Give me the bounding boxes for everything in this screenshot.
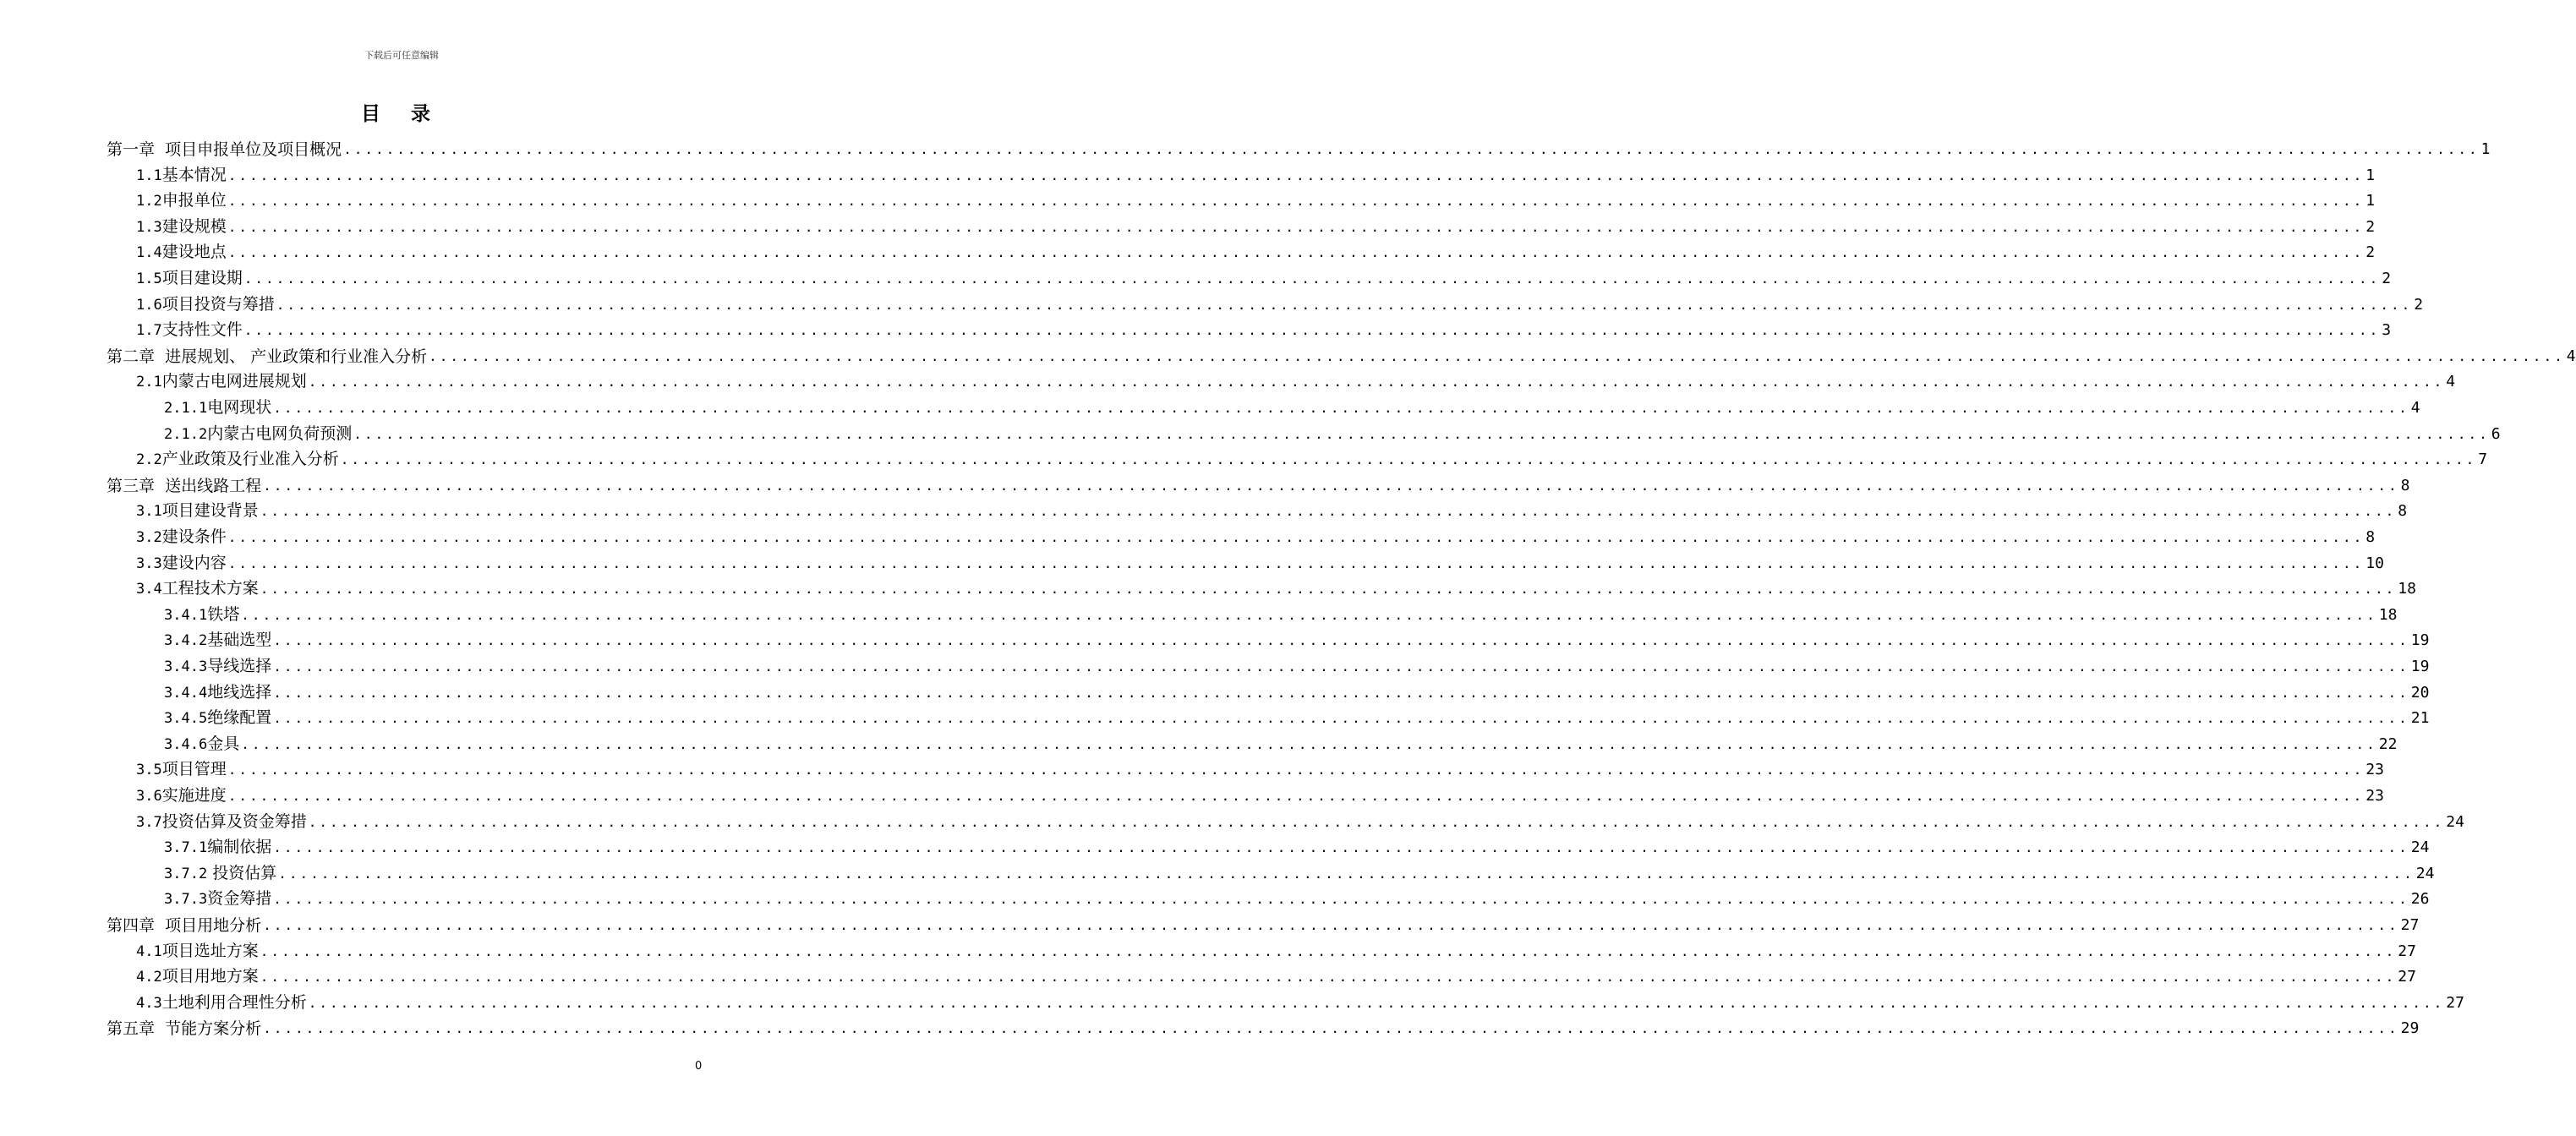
toc-dot-leader: ........................................................................................................................................................................................................ (353, 425, 2490, 442)
toc-entry-page: 20 (2410, 683, 2430, 702)
toc-dot-leader: ........................................................................................................................................................................................................ (260, 503, 2397, 520)
toc-entry-label (136, 554, 227, 573)
toc-entry[interactable] (136, 185, 2376, 210)
toc-entry-page: 2 (2414, 295, 2424, 314)
toc-entry[interactable] (136, 444, 2488, 469)
toc-entry-page: 6 (2491, 424, 2501, 443)
toc-entry-title: 建设规模 (161, 216, 227, 236)
toc-entry-number: 第三章 (107, 476, 156, 495)
toc-dot-leader: ........................................................................................................................................................................................................ (227, 762, 2365, 778)
toc-dot-leader: ........................................................................................................................................................................................................ (308, 994, 2445, 1011)
toc-entry-label (164, 683, 271, 702)
toc-entry-page: 27 (2400, 916, 2420, 934)
toc-entry-title: 项目用地分析 (155, 916, 262, 935)
toc-entry-page: 4 (2566, 347, 2576, 365)
toc-entry[interactable] (164, 625, 2430, 650)
toc-entry-page: 27 (2398, 968, 2416, 986)
toc-entry-title: 项目选址方案 (161, 941, 259, 960)
toc-entry-title: 项目管理 (161, 760, 227, 779)
toc-entry-page: 4 (2410, 399, 2420, 417)
toc-entry-page: 29 (2400, 1019, 2420, 1038)
toc-entry-label (136, 166, 227, 185)
toc-entry-title: 送出线路工程 (155, 476, 262, 495)
toc-dot-leader: ........................................................................................................................................................................................................ (227, 788, 2365, 804)
toc-entry-title: 绝缘配置 (207, 708, 272, 728)
toc-entry[interactable] (164, 599, 2398, 625)
toc-entry[interactable] (164, 729, 2398, 754)
toc-entry[interactable] (136, 495, 2408, 521)
toc-entry-page: 26 (2410, 890, 2430, 909)
toc-entry-title: 节能方案分析 (155, 1019, 262, 1039)
toc-entry-page: 24 (2415, 864, 2435, 882)
toc-dot-leader: ........................................................................................................................................................................................................ (273, 710, 2409, 727)
toc-entry-number: 3.1 (136, 503, 162, 521)
toc-entry-label (164, 657, 271, 676)
toc-entry-page: 24 (2446, 812, 2464, 831)
toc-entry-number: 2.1.1 (164, 400, 208, 417)
toc-entry-page: 10 (2365, 554, 2384, 572)
toc-entry[interactable] (136, 289, 2424, 314)
toc-dot-leader: ........................................................................................................................................................................................................ (273, 632, 2409, 649)
toc-entry-number: 2.2 (136, 451, 162, 469)
toc-entry-page: 4 (2446, 373, 2456, 391)
toc-entry-number: 3.4 (136, 581, 162, 598)
toc-entry-title: 实施进度 (161, 786, 227, 805)
toc-entry-label (107, 140, 342, 159)
toc-entry-label (164, 735, 239, 754)
toc-entry[interactable] (136, 573, 2416, 598)
toc-dot-leader: ........................................................................................................................................................................................................ (343, 141, 2480, 157)
toc-entry[interactable] (164, 392, 2420, 418)
toc-entry-number: 1.7 (136, 322, 162, 340)
toc-entry-page: 3 (2382, 321, 2392, 340)
toc-dot-leader: ........................................................................................................................................................................................................ (227, 193, 2365, 210)
toc-dot-leader: ........................................................................................................................................................................................................ (276, 296, 2413, 313)
toc-entry-label (136, 372, 307, 391)
toc-dot-leader: ........................................................................................................................................................................................................ (227, 167, 2365, 183)
toc-entry-number: 1.6 (136, 296, 162, 314)
toc-dot-leader: ........................................................................................................................................................................................................ (273, 891, 2409, 908)
toc-entry-title: 地线选择 (207, 682, 272, 702)
toc-entry-page: 7 (2478, 451, 2488, 469)
toc-entry-number: 第二章 (107, 347, 156, 366)
toc-entry-label (164, 605, 239, 625)
toc-dot-leader: ........................................................................................................................................................................................................ (308, 374, 2445, 390)
toc-entry-label (107, 347, 427, 366)
toc-entry-number: 3.4.5 (164, 710, 208, 728)
toc-entry-number: 4.3 (136, 994, 162, 1012)
toc-entry-title: 工程技术方案 (161, 579, 259, 598)
toc-entry-label (164, 424, 352, 444)
toc-entry-number: 3.7.3 (164, 891, 208, 909)
toc-entry[interactable] (136, 548, 2384, 573)
toc-entry-number: 1.5 (136, 270, 162, 287)
toc-entry-number: 3.4.4 (164, 684, 208, 702)
toc-entry-label (136, 217, 227, 237)
toc-entry-number: 3.7 (136, 813, 162, 831)
toc-entry-label (164, 838, 271, 857)
toc-entry[interactable] (164, 858, 2435, 883)
toc-entry-title: 项目申报单位及项目概况 (155, 140, 342, 159)
toc-entry[interactable] (136, 961, 2416, 986)
toc-entry-title: 投资估算 (207, 863, 277, 882)
toc-entry-page: 8 (2365, 528, 2376, 546)
toc-entry[interactable] (164, 702, 2430, 728)
toc-entry-number: 3.2 (136, 529, 162, 546)
toc-entry-number: 1.1 (136, 167, 162, 184)
toc-entry[interactable] (136, 987, 2464, 1013)
toc-entry-page: 1 (2480, 140, 2491, 158)
toc-entry-number: 2.1.2 (164, 425, 208, 443)
toc-entry-page: 8 (2398, 502, 2408, 521)
toc-dot-leader: ........................................................................................................................................................................................................ (429, 347, 2565, 364)
toc-dot-leader: ........................................................................................................................................................................................................ (273, 684, 2409, 701)
toc-entry-title: 项目用地方案 (161, 967, 259, 986)
toc-dot-leader: ........................................................................................................................................................................................................ (273, 400, 2409, 416)
toc-entry-label (164, 708, 271, 728)
toc-entry-title: 基本情况 (161, 165, 227, 184)
toc-entry[interactable] (164, 677, 2430, 702)
toc-entry-title: 项目建设背景 (161, 501, 259, 521)
toc-entry-title: 资金筹措 (207, 889, 272, 909)
toc-dot-leader: ........................................................................................................................................................................................................ (241, 735, 2377, 752)
toc-entry[interactable] (164, 832, 2430, 857)
toc-dot-leader: ........................................................................................................................................................................................................ (263, 917, 2399, 933)
toc-entry-title: 投资估算及资金筹措 (161, 811, 307, 831)
toc-entry-number: 1.2 (136, 193, 162, 210)
toc-entry-title: 项目投资与筹措 (161, 294, 275, 314)
toc-entry-label (164, 864, 276, 883)
toc-entry-title: 内蒙古电网负荷预测 (207, 423, 353, 443)
toc-entry[interactable] (107, 134, 2491, 159)
toc-entry[interactable] (136, 160, 2376, 185)
toc-entry[interactable] (107, 909, 2420, 935)
toc-entry-title: 土地利用合理性分析 (161, 992, 307, 1012)
toc-entry-page: 24 (2410, 838, 2430, 857)
toc-entry-number: 3.3 (136, 554, 162, 572)
toc-dot-leader: ........................................................................................................................................................................................................ (243, 270, 2381, 287)
toc-entry-page: 21 (2410, 709, 2430, 728)
toc-entry-title: 进展规划、 产业政策和行业准入分析 (155, 347, 428, 366)
toc-entry-number: 3.6 (136, 788, 162, 805)
toc-entry[interactable] (136, 211, 2376, 237)
toc-entry[interactable] (136, 780, 2384, 806)
toc-dot-leader: ........................................................................................................................................................................................................ (227, 244, 2365, 261)
toc-dot-leader: ........................................................................................................................................................................................................ (308, 813, 2445, 830)
toc-entry-number: 2.1 (136, 374, 162, 391)
toc-entry[interactable] (164, 883, 2430, 909)
toc-entry-title: 支持性文件 (161, 320, 243, 340)
toc-entry-number: 1.4 (136, 244, 162, 262)
toc-entry-page: 23 (2365, 761, 2384, 779)
toc-title: 目 录 (360, 103, 442, 125)
toc-entry-number: 4.1 (136, 942, 162, 960)
toc-entry-page: 18 (2378, 605, 2398, 624)
toc-entry-label (136, 191, 227, 210)
toc-entry-number: 3.7.1 (164, 839, 208, 857)
toc-entry-label (107, 1019, 261, 1038)
toc-entry-label (136, 295, 275, 314)
toc-entry-title: 电网现状 (207, 398, 272, 417)
toc-entry-label (136, 993, 307, 1013)
toc-entry-number: 3.4.3 (164, 658, 208, 675)
toc-dot-leader: ........................................................................................................................................................................................................ (227, 218, 2365, 235)
toc-dot-leader: ........................................................................................................................................................................................................ (260, 969, 2397, 986)
toc-entry-page: 2 (2382, 270, 2392, 287)
toc-entry-page: 2 (2365, 217, 2376, 236)
toc-entry-page: 22 (2378, 735, 2398, 753)
toc-entry-page: 19 (2410, 658, 2430, 675)
toc-entry-title: 金具 (207, 734, 240, 753)
toc-entry[interactable] (136, 522, 2376, 547)
toc-entry-label (136, 269, 243, 288)
toc-entry-page: 2 (2365, 243, 2376, 262)
toc-entry-number: 3.4.6 (164, 735, 208, 753)
toc-entry-page: 18 (2398, 580, 2416, 598)
toc-entry[interactable] (164, 651, 2430, 676)
toc-dot-leader: ........................................................................................................................................................................................................ (243, 322, 2381, 339)
toc-entry-number: 3.4.1 (164, 606, 208, 624)
toc-entry-title: 产业政策及行业准入分析 (161, 450, 339, 469)
toc-entry-title: 导线选择 (207, 657, 272, 675)
toc-entry-label (136, 579, 259, 598)
toc-entry-label (107, 477, 261, 495)
toc-entry[interactable] (136, 806, 2464, 832)
toc-dot-leader: ........................................................................................................................................................................................................ (227, 554, 2365, 571)
toc-entry-page: 19 (2410, 631, 2430, 650)
toc-entry[interactable] (164, 418, 2501, 444)
toc-entry-label (164, 398, 271, 418)
toc-entry-number: 第五章 (107, 1019, 156, 1039)
toc-entry-label (136, 320, 243, 340)
toc-entry[interactable] (107, 470, 2410, 495)
toc-entry-title: 内蒙古电网进展规划 (161, 372, 307, 391)
toc-dot-leader: ........................................................................................................................................................................................................ (278, 865, 2415, 882)
toc-dot-leader: ........................................................................................................................................................................................................ (273, 839, 2409, 856)
toc-dot-leader: ........................................................................................................................................................................................................ (263, 477, 2399, 494)
toc-entry-label (136, 786, 227, 806)
toc-entry[interactable] (107, 1013, 2420, 1039)
toc-entry-page: 1 (2365, 166, 2376, 184)
page-header: 下载后可任意编辑 (364, 50, 439, 61)
toc-entry-label (136, 942, 259, 961)
toc-entry-label (136, 450, 339, 469)
toc-entry[interactable] (136, 263, 2392, 288)
toc-entry-page: 23 (2365, 787, 2384, 805)
toc-entry-page: 1 (2365, 192, 2376, 210)
toc-entry-title: 申报单位 (161, 191, 227, 210)
toc-entry-title: 基础选型 (207, 631, 272, 650)
toc-entry-number: 3.5 (136, 762, 162, 779)
toc-entry[interactable] (136, 237, 2376, 262)
toc-dot-leader: ........................................................................................................................................................................................................ (260, 581, 2397, 598)
toc-entry-title: 铁塔 (207, 604, 240, 624)
toc-entry-title: 项目建设期 (161, 269, 243, 287)
toc-entry-number: 第四章 (107, 916, 156, 935)
toc-entry-page: 27 (2446, 993, 2464, 1012)
toc-entry-number: 4.2 (136, 969, 162, 986)
toc-entry-number: 3.7.2 (164, 865, 208, 882)
toc-entry-label (164, 889, 271, 909)
toc-dot-leader: ........................................................................................................................................................................................................ (273, 658, 2409, 674)
toc-entry-label (136, 527, 227, 547)
toc-entry-page: 27 (2398, 942, 2416, 960)
toc-dot-leader: ........................................................................................................................................................................................................ (241, 606, 2377, 623)
toc-dot-leader: ........................................................................................................................................................................................................ (227, 529, 2365, 545)
toc-entry-label (136, 760, 227, 779)
toc-entry-title: 建设内容 (161, 553, 227, 572)
toc-entry-label (136, 243, 227, 262)
toc-entry-label (136, 812, 307, 832)
toc-entry-number: 第一章 (107, 140, 156, 159)
toc-entry-page: 8 (2400, 476, 2410, 494)
toc-entry-title: 建设地点 (161, 243, 227, 262)
toc-entry-label (107, 916, 261, 935)
page-number: 0 (695, 1060, 703, 1073)
toc-entry[interactable] (107, 341, 2576, 366)
toc-entry[interactable] (136, 366, 2456, 391)
toc-dot-leader: ........................................................................................................................................................................................................ (260, 942, 2397, 959)
toc-entry-title: 建设条件 (161, 527, 227, 546)
toc-entry[interactable] (136, 936, 2416, 961)
toc-entry-number: 3.4.2 (164, 632, 208, 650)
toc-dot-leader: ........................................................................................................................................................................................................ (263, 1020, 2399, 1037)
toc-entry-label (136, 501, 259, 521)
toc-dot-leader: ........................................................................................................................................................................................................ (340, 451, 2477, 468)
toc-entry-number: 1.3 (136, 218, 162, 236)
toc-entry[interactable] (136, 754, 2384, 779)
toc-entry-title: 编制依据 (207, 838, 272, 857)
toc-entry-label (164, 631, 271, 650)
toc-entry[interactable] (136, 314, 2392, 340)
toc-entry-label (136, 967, 259, 986)
